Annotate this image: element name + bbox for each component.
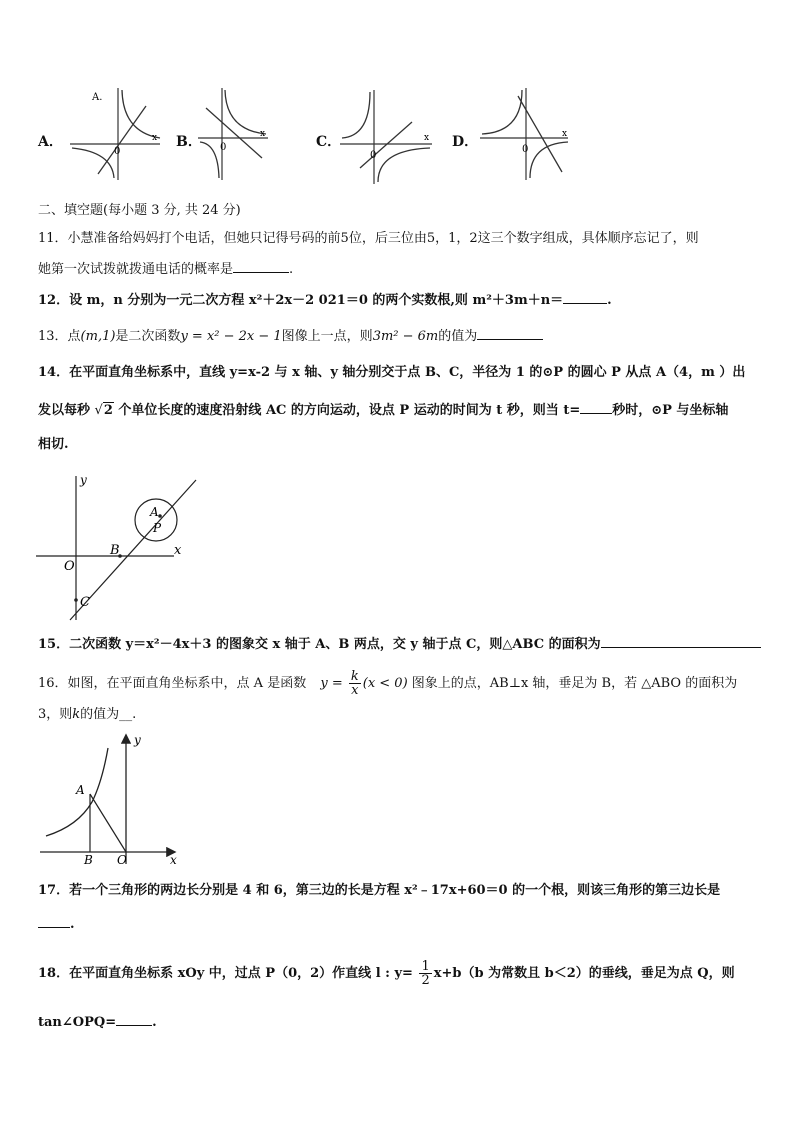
svg-text:0: 0 — [220, 142, 227, 153]
q16-fraction: $\frac{k}{x}$ — [350, 669, 359, 698]
q15-line — [38, 634, 761, 654]
q14-figure — [36, 470, 206, 626]
option-c-graph — [338, 86, 434, 186]
q16-text-pre: 16．如图，在平面直角坐标系中，点 A 是函数 — [38, 676, 307, 691]
q17-line2 — [38, 914, 75, 934]
q16-condition: (x < 0) — [362, 676, 408, 691]
q11-period: . — [289, 262, 294, 277]
q11-line1: 11．小慧准备给妈妈打个电话，但她只记得号码的前5位，后三位由5，1，2这三个数字组成，具体顺序忘记了，则 — [38, 231, 699, 246]
q18-text-post: x+b（b 为常数且 b＜2）的垂线，垂足为点 Q，则 — [433, 966, 735, 981]
q16-line1: 16．如图，在平面直角坐标系中，点 A 是函数 y = $\frac{k}{x}$ (x < 0) 图象上的点，AB⊥x 轴，垂足为 B，若 △ABO 的面积为 — [38, 669, 738, 698]
q11-line2 — [38, 259, 293, 279]
fig16-a-label: A — [76, 783, 85, 797]
q13-expression: 3m² − 6m — [372, 329, 439, 344]
q16-line2-post: 的值为__. — [80, 707, 137, 722]
fig14-a-label: A — [150, 505, 159, 519]
q18-line2 — [38, 1012, 157, 1032]
svg-text:0: 0 — [114, 146, 121, 157]
fig14-x-label: x — [174, 543, 182, 558]
svg-text:x: x — [260, 129, 266, 139]
q13-function: y = x² − 2x − 1 — [180, 329, 282, 344]
q12-line — [38, 290, 612, 310]
svg-text:0: 0 — [522, 144, 529, 155]
option-b-graph — [196, 86, 270, 182]
q13-text-mid2: 图像上一点，则 — [281, 329, 373, 344]
q14-text-mid: 个单位长度的速度沿射线 AC 的方向运动，设点 P 运动的时间为 t 秒，则当 t= — [118, 403, 581, 418]
q18-line1 — [38, 960, 735, 987]
q16-k: k — [72, 707, 81, 722]
fig14-y-label: y — [80, 473, 87, 487]
fig14-c-label: C — [80, 595, 90, 610]
q14-line3: 相切. — [38, 437, 69, 452]
q14-answer-blank[interactable] — [580, 400, 612, 414]
q11-answer-blank[interactable] — [233, 259, 289, 273]
q18-period: . — [152, 1015, 157, 1030]
q13-text-pre: 13．点 — [38, 329, 81, 344]
q17-line1: 17．若一个三角形的两边长分别是 4 和 6，第三边的长是方程 x²﹣17x+60＝0 的一个根，则该三角形的第三边长是 — [38, 883, 721, 898]
q18-text-pre: 18．在平面直角坐标系 xOy 中，过点 P（0，2）作直线 l : y= — [38, 966, 413, 981]
fig16-o-label: O — [117, 853, 127, 867]
q14-text-post: 秒时，⊙P 与坐标轴 — [612, 403, 729, 418]
q16-text-post: 图象上的点，AB⊥x 轴，垂足为 B，若 △ABO 的面积为 — [411, 676, 738, 691]
option-c-label: C． — [316, 134, 342, 150]
svg-text:0: 0 — [370, 150, 377, 161]
option-d-label: D． — [452, 134, 479, 150]
q14-text-pre: 发以每秒 — [38, 403, 91, 418]
q17-answer-blank[interactable] — [38, 914, 70, 928]
q13-text-post: 的值为 — [438, 329, 478, 344]
q16-line2 — [38, 706, 136, 724]
fig14-b-label: B — [110, 543, 120, 558]
fig14-origin-label: O — [64, 559, 75, 574]
option-a-inner-label: A. — [92, 92, 103, 103]
q12-answer-blank[interactable] — [563, 290, 607, 304]
q14-line2 — [38, 400, 728, 420]
q16-line2-pre: 3，则 — [38, 707, 73, 722]
svg-text:x: x — [152, 133, 158, 143]
q15-text: 15．二次函数 y＝x²－4x＋3 的图象交 x 轴于 A、B 两点，交 y 轴于点 C，则△ABC 的面积为 — [38, 637, 601, 652]
q16-figure — [38, 730, 188, 868]
option-a-graph — [68, 84, 164, 182]
q18-answer-blank[interactable] — [116, 1012, 152, 1026]
fig14-p-label: P — [153, 521, 162, 535]
q18-line2-text: tan∠OPQ= — [38, 1015, 117, 1030]
q14-sqrt: √2 — [94, 403, 113, 418]
option-d-graph — [478, 86, 572, 182]
q17-period: . — [70, 917, 75, 932]
q13-answer-blank[interactable] — [477, 326, 543, 340]
q12-text: 12．设 m，n 分别为一元二次方程 x²＋2x－2 021＝0 的两个实数根,则 m²＋3m＋n＝ — [38, 293, 564, 308]
fig16-y-label: y — [134, 733, 141, 747]
q13-line — [38, 326, 543, 346]
svg-text:x: x — [424, 133, 430, 143]
svg-text:x: x — [562, 129, 568, 139]
q13-point: (m,1) — [80, 329, 116, 344]
option-a-label: A． — [38, 134, 63, 150]
fig16-x-label: x — [170, 853, 177, 867]
q12-period: . — [607, 293, 612, 308]
q13-text-mid: 是二次函数 — [115, 329, 181, 344]
q18-fraction: $\frac{1}{2}$ — [421, 959, 430, 988]
q11-line2-text: 她第一次试拨就拨通电话的概率是 — [38, 262, 234, 277]
fig16-b-label: B — [84, 853, 93, 867]
option-b-label: B． — [176, 134, 202, 150]
section-heading: 二、填空题(每小题 3 分, 共 24 分) — [38, 203, 241, 218]
q15-answer-blank[interactable] — [601, 634, 761, 648]
q14-line1: 14．在平面直角坐标系中，直线 y=x-2 与 x 轴、y 轴分别交于点 B、C，半径为 1 的⊙P 的圆心 P 从点 A（4，m ）出 — [38, 365, 746, 380]
